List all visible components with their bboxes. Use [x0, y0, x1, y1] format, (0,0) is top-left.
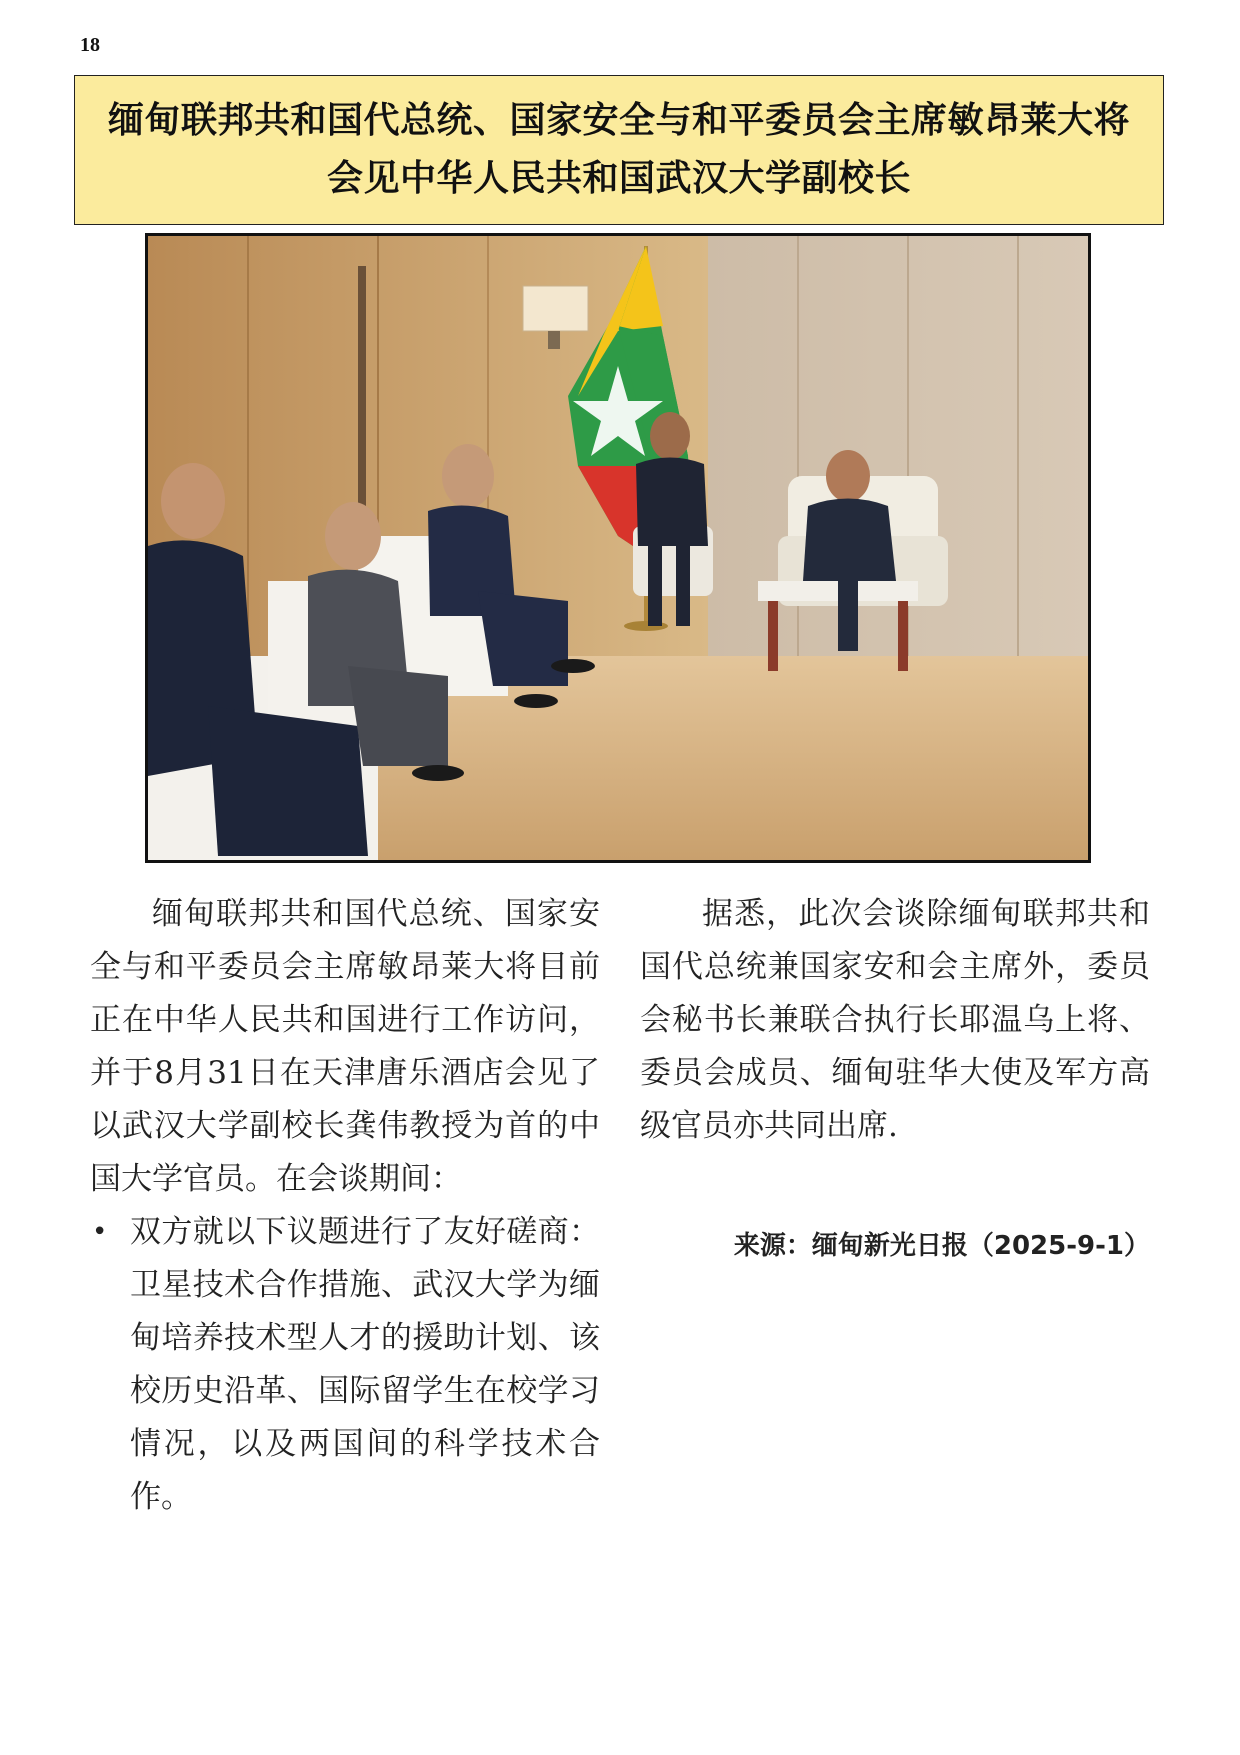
meeting-photo [145, 233, 1091, 863]
bullet-dot-icon: • [92, 1217, 108, 1247]
title-line-2: 会见中华人民共和国武汉大学副校长 [326, 158, 911, 199]
source-credit: 来源：缅甸新光日报（2025-9-1） [733, 1231, 1150, 1261]
bullet-item [90, 1206, 600, 1524]
meeting-photo-illustration [148, 236, 1088, 860]
title-line-1: 缅甸联邦共和国代总统、国家安全与和平委员会主席敏昂莱大将 [107, 100, 1130, 141]
left-column [90, 888, 600, 1524]
right-column [640, 888, 1150, 1153]
page-number: 18 [80, 34, 100, 56]
right-paragraph: 据悉，此次会谈除缅甸联邦共和国代总统兼国家安和会主席外，委员会秘书长兼联合执行长耶温乌上将、委员会成员、缅甸驻华大使及军方高级官员亦共同出席. [640, 896, 1150, 1144]
left-paragraph: 缅甸联邦共和国代总统、国家安全与和平委员会主席敏昂莱大将目前正在中华人民共和国进行工作访问，并于8月31日在天津唐乐酒店会见了以武汉大学副校长龚伟教授为首的中国大学官员。在会谈期间： [90, 896, 600, 1197]
title-box [74, 75, 1164, 225]
bullet-text: 双方就以下议题进行了友好磋商：卫星技术合作措施、武汉大学为缅甸培养技术型人才的援助计划、该校历史沿革、国际留学生在校学习情况，以及两国间的科学技术合作。 [130, 1214, 600, 1515]
